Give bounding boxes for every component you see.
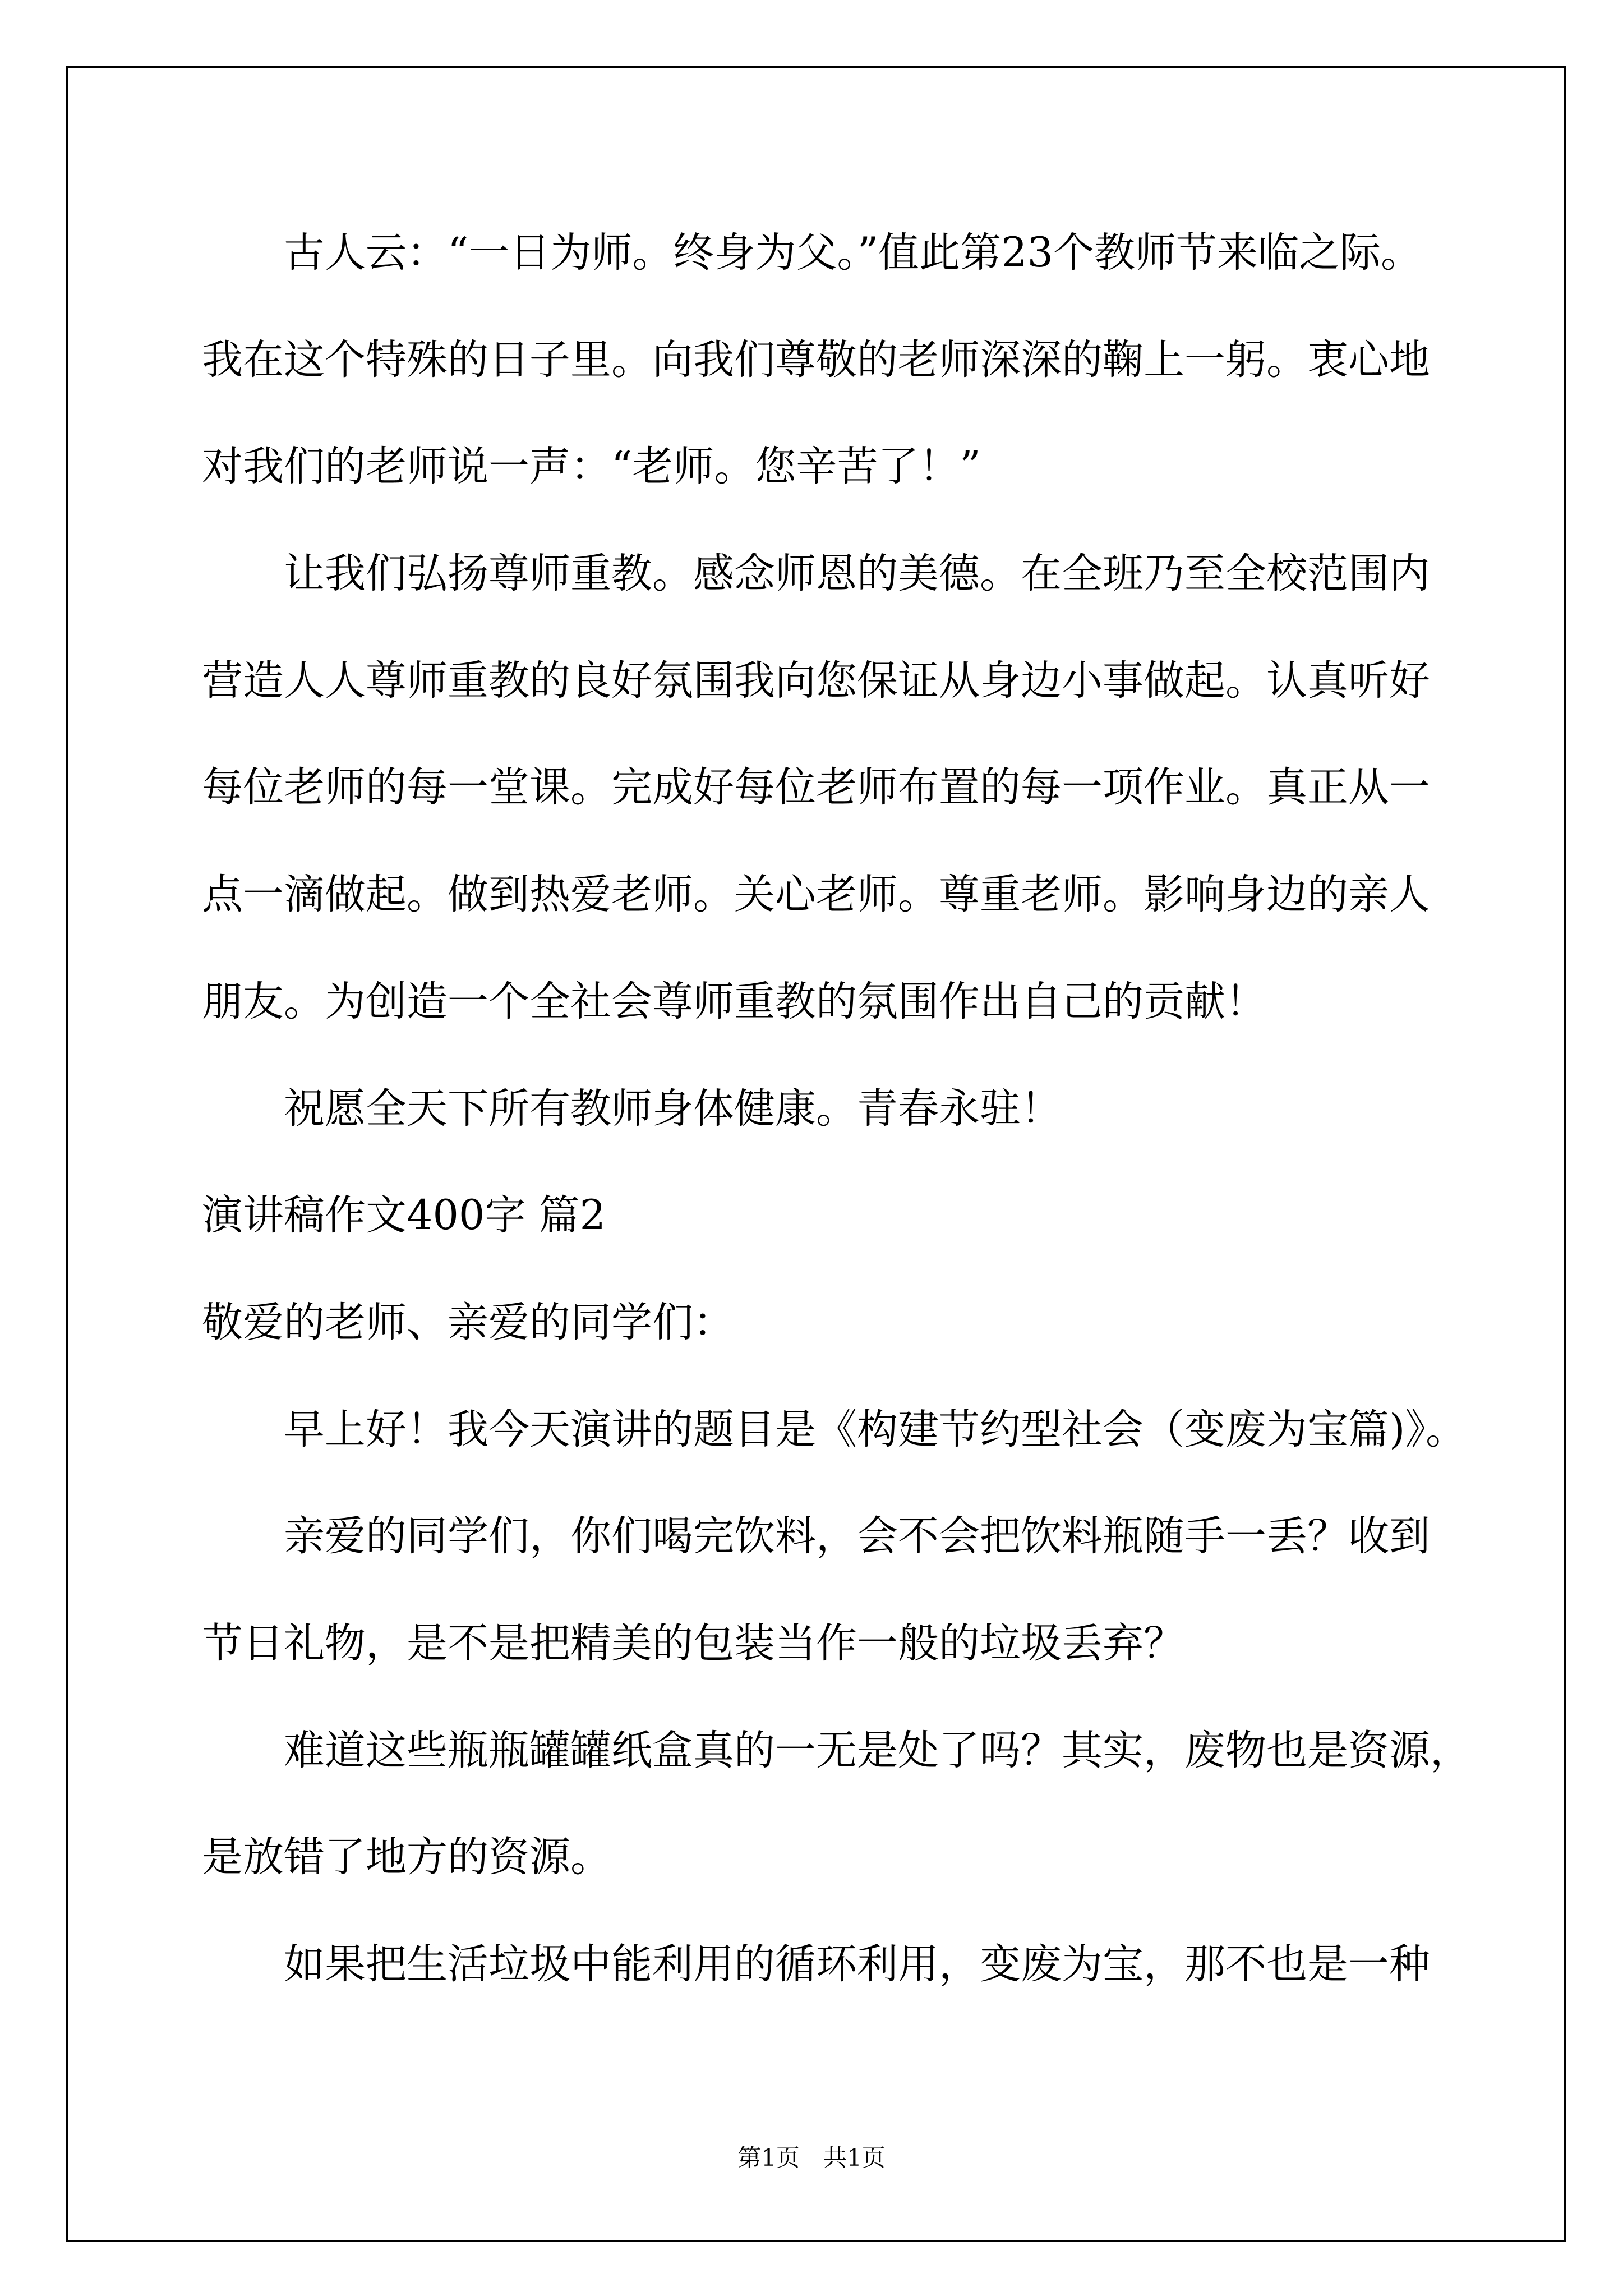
body-text-line: 节日礼物，是不是把精美的包装当作一般的垃圾丢弃？ [202,1619,1184,1667]
document-body [202,200,1559,2018]
body-text-line: 点一滴做起。做到热爱老师。关心老师。尊重老师。影响身边的亲人 [202,871,1430,919]
section-heading: 演讲稿作文400字 篇2 [202,1191,606,1240]
body-text-line: 朋友。为创造一个全社会尊师重教的氛围作出自己的贡献！ [202,977,1266,1025]
body-text-line: 我在这个特殊的日子里。向我们尊敬的老师深深的鞠上一躬。衷心地 [202,335,1430,384]
body-text-line: 难道这些瓶瓶罐罐纸盒真的一无是处了吗？其实，废物也是资源， [284,1726,1471,1774]
body-text-line: 对我们的老师说一声：“老师。您辛苦了！” [202,443,981,491]
body-text-line: 是放错了地方的资源。 [202,1833,611,1881]
body-text-line: 早上好！我今天演讲的题目是《构建节约型社会（变废为宝篇)》。 [284,1405,1467,1453]
body-text-line: 祝愿全天下所有教师身体健康。青春永驻！ [284,1084,1062,1133]
body-text-line: 营造人人尊师重教的良好氛围我向您保证从身边小事做起。认真听好 [202,656,1430,705]
page-footer: 第1页 共1页 [737,2144,886,2171]
body-text-line: 让我们弘扬尊师重教。感念师恩的美德。在全班乃至全校范围内 [284,550,1430,598]
body-text-line: 如果把生活垃圾中能利用的循环利用，变废为宝，那不也是一种 [284,1940,1430,1988]
body-text-line: 古人云：“一日为师。终身为父。”值此第23个教师节来临之际。 [284,229,1422,277]
body-text-line: 亲爱的同学们，你们喝完饮料，会不会把饮料瓶随手一丢？收到 [284,1512,1430,1561]
body-text-line: 每位老师的每一堂课。完成好每位老师布置的每一项作业。真正从一 [202,763,1430,812]
salutation: 敬爱的老师、亲爱的同学们： [202,1298,734,1346]
